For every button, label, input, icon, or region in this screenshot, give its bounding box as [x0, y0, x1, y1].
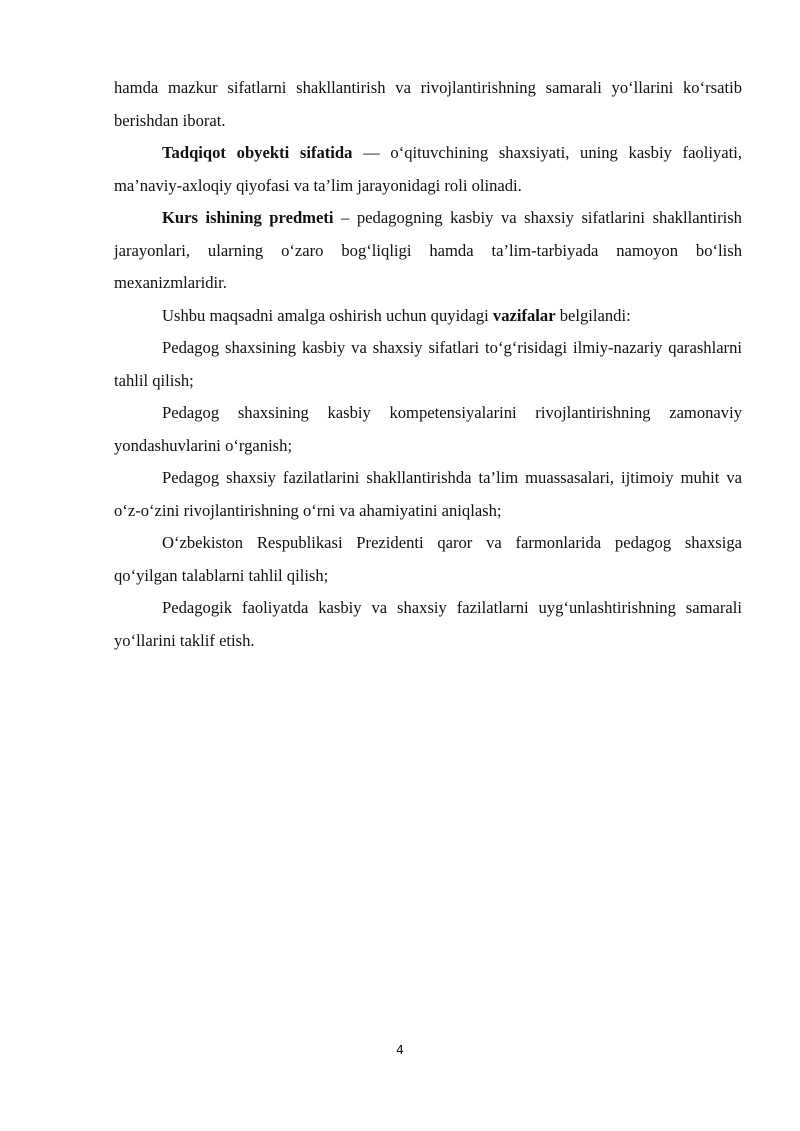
paragraph-text: – pedagogning kasbiy va shaxsiy sifatlarini shakllantirish jarayonlari, ularning o‘zaro bog‘liqligi hamda ta’lim-tarbiyada namoyon bo‘lish mexanizmlaridir. — [114, 208, 742, 292]
paragraph-text: Ushbu maqsadni amalga oshirish uchun quyidagi — [162, 305, 493, 325]
page-number: 4 — [396, 1042, 404, 1057]
paragraph-text: Pedagog shaxsining kasbiy va shaxsiy sifatlari to‘g‘risidagi ilmiy-nazariy qarashlarni tahlil qilish; — [114, 338, 742, 390]
paragraph-heading-bold: Kurs ishining predmeti — [162, 208, 334, 227]
task-item-3 — [114, 462, 742, 527]
paragraph-continuation — [114, 72, 742, 137]
paragraph-research-subject — [114, 202, 742, 300]
task-item-1 — [114, 332, 742, 397]
paragraph-text: hamda mazkur sifatlarni shakllantirish va rivojlantirishning samarali yo‘llarini ko‘rsatib berishdan iborat. — [114, 78, 742, 130]
paragraph-text: belgilandi: — [555, 305, 631, 325]
paragraph-heading-bold: Tadqiqot obyekti sifatida — [162, 143, 353, 162]
paragraph-text: — o‘qituvchining shaxsiyati, uning kasbiy faoliyati, ma’naviy-axloqiy qiyofasi va ta’lim jarayonidagi roli olinadi. — [114, 143, 742, 195]
paragraph-research-object — [114, 137, 742, 202]
paragraph-emphasis-bold: vazifalar — [492, 305, 556, 325]
paragraph-text: Pedagog shaxsining kasbiy kompetensiyalarini rivojlantirishning zamonaviy yondashuvlarini o‘rganish; — [114, 403, 742, 455]
paragraph-text: Pedagogik faoliyatda kasbiy va shaxsiy fazilatlarni uyg‘unlashtirishning samarali yo‘llarini taklif etish. — [114, 598, 742, 650]
task-item-5 — [114, 592, 742, 657]
task-item-2 — [114, 397, 742, 462]
paragraph-text: Pedagog shaxsiy fazilatlarini shakllantirishda ta’lim muassasalari, ijtimoiy muhit va o‘z-o‘zini rivojlantirishning o‘rni va ahamiyatini aniqlash; — [114, 468, 742, 520]
task-item-4 — [114, 527, 742, 592]
document-body — [114, 72, 742, 657]
paragraph-tasks-intro — [114, 300, 742, 333]
paragraph-text: O‘zbekiston Respublikasi Prezidenti qaror va farmonlarida pedagog shaxsiga qo‘yilgan talablarni tahlil qilish; — [114, 533, 742, 585]
